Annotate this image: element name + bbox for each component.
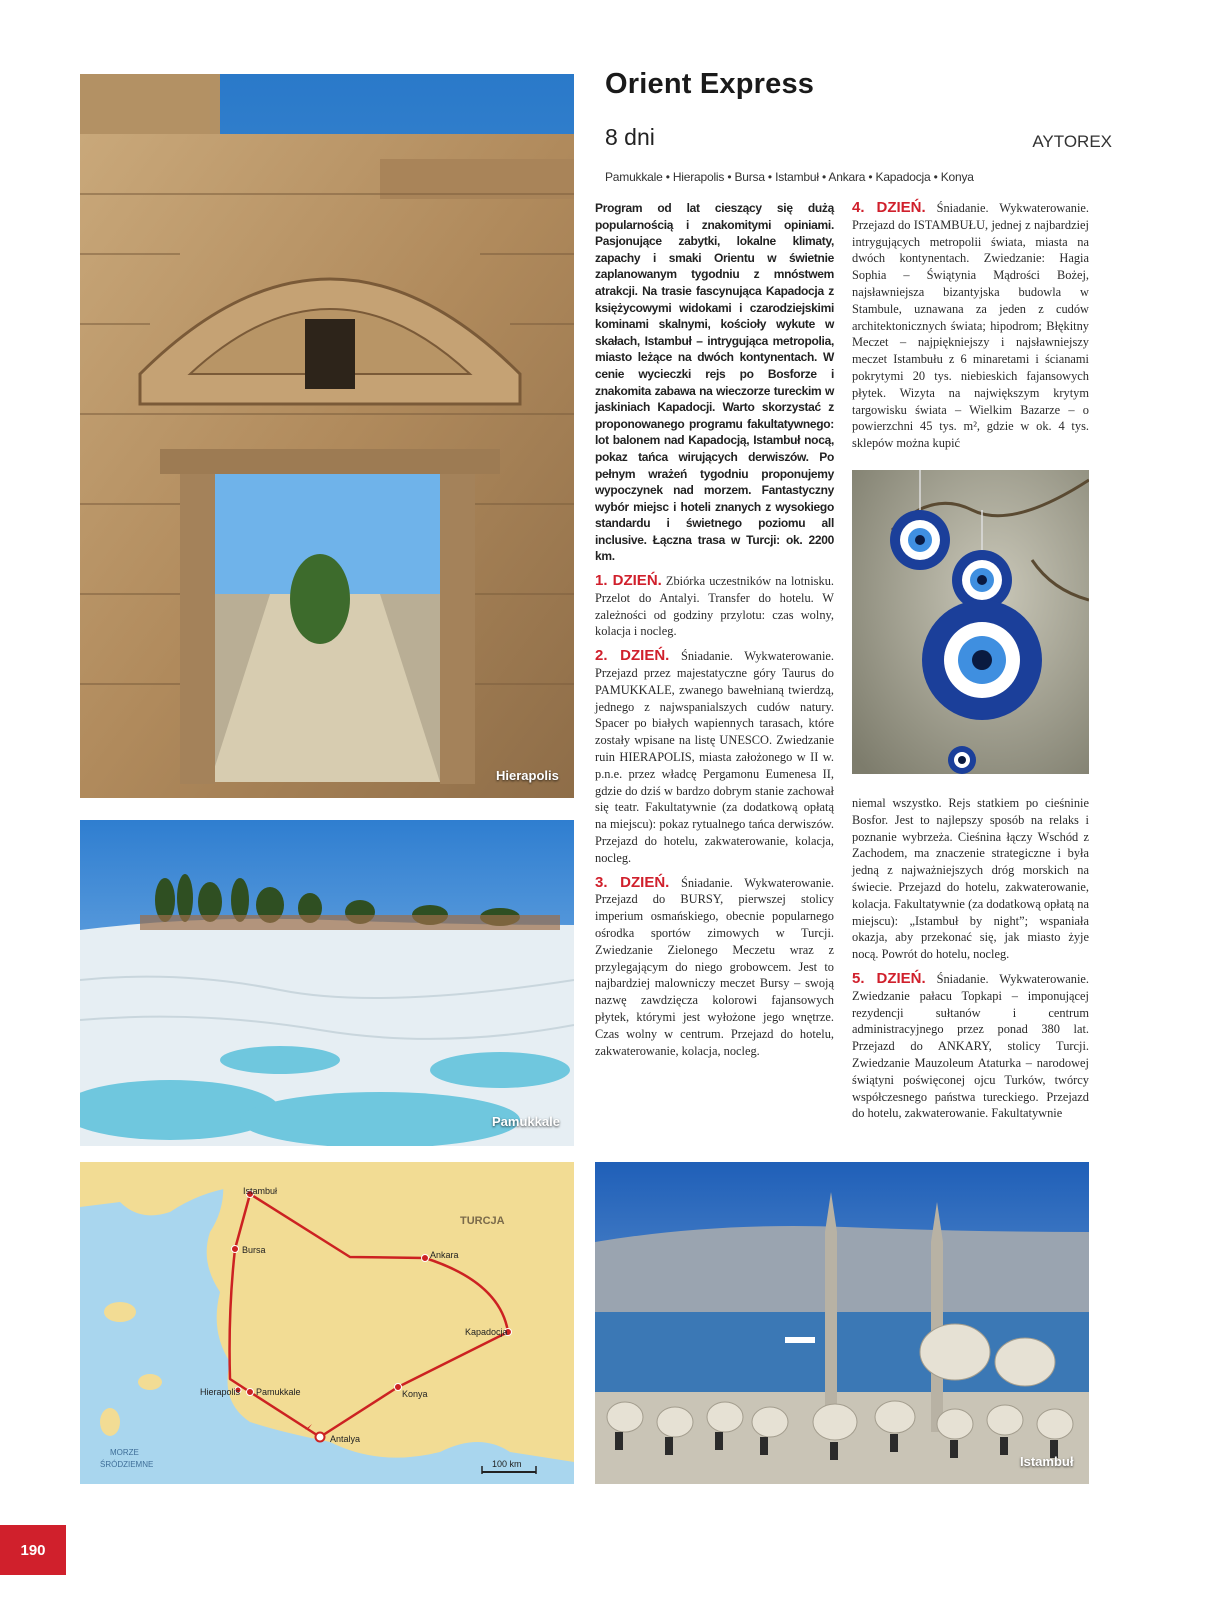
day-3-text: Śniadanie. Wykwaterowanie. Przejazd do BURSY, pierwszej stolicy imperium osmańskiego, obecnie popularnego ośrodka sportów zimowych w Turcji. Zwiedzanie Zielonego Meczetu wraz z przylegającym do niego grobowcem. Jest to najbardziej malowniczy meczet Bursy – swoją nazwę zawdzięcza kolorowi fajansowych płytek, którymi jest wyłożone jego wnętrze. Czas wolny w centrum. Przejazd do hotelu, zakwaterowanie, kolacja, nocleg. — [595, 875, 834, 1058]
map-label-istambul: Istambuł — [243, 1186, 278, 1196]
hierapolis-photo — [80, 74, 574, 798]
day-3 — [595, 875, 834, 1060]
pamukkale-photo — [80, 820, 574, 1146]
day-3-heading: 3. DZIEŃ. — [595, 873, 670, 891]
trip-duration: 8 dni — [605, 124, 655, 150]
route-summary: Pamukkale • Hierapolis • Bursa • Istambuł • Ankara • Kapadocja • Konya — [605, 170, 974, 184]
page-title: Orient Express — [605, 68, 815, 100]
map-marker-ankara — [422, 1255, 429, 1262]
map-marker-antalya — [316, 1433, 325, 1442]
day-1-text: Zbiórka uczestników na lotnisku. Przelot do Antalyi. Transfer do hotelu. W zależności od godziny przylotu: czas wolny, kolacja i nocleg. — [595, 574, 834, 639]
page-number: 190 — [0, 1525, 66, 1575]
day-1-heading: 1. DZIEŃ. — [595, 572, 662, 590]
intro-paragraph: Program od lat cieszący się dużą popularnością i znakomitymi opiniami. Pasjonujące zabytki, lokalne klimaty, zapachy i smaki Orientu w świetnie zaplanowanym tygodniu z mnóstwem atrakcji. Na trasie fascynująca Kapadocja z księżycowymi widokami i czarodziejskimi kominami skalnymi, kościoły wykute w skałach, Istambuł – intrygująca metropolia, miasto leżące na dwóch kontynentach. W cenie wycieczki rejs po Bosforze i znakomita zabawa na wieczorze tureckim w jaskiniach Kapadocji. Warto skorzystać z proponowanego programu fakultatywnego: lot balonem nad Kapadocją, Istambuł nocą, pokaz tańca wirujących derwiszów. Po pełnym wrażeń tygodniu proponujemy wypoczynek nad morzem. Fantastyczny wybór miejsc i hoteli znanych z wysokiego standardu i świetnego poziomu all inclusive. Łączna trasa w Turcji: ok. 2200 km. — [595, 201, 834, 564]
day-2 — [595, 648, 834, 866]
day-4 — [852, 200, 1089, 452]
map-label-pamukkale: Pamukkale — [256, 1387, 301, 1397]
map-label-bursa: Bursa — [242, 1245, 266, 1255]
map-label-konya: Konya — [402, 1389, 428, 1399]
text-column-right-top — [852, 200, 1089, 460]
map-sea-label-1: MORZE — [110, 1448, 139, 1457]
text-column-left — [595, 200, 834, 1067]
pamukkale-caption: Pamukkale — [492, 1114, 560, 1129]
day-2-text: Śniadanie. Wykwaterowanie. Przejazd przez majestatyczne góry Taurus do PAMUKKALE, zwanego bawełnianą twierdzą, jednego z najwspanialszych cudów natury. Spacer po białych wapiennych tarasach, które zostały wpisane na listę UNESCO. Zwiedzanie ruin HIERAPOLIS, miasta założonego w II w. p.n.e. przez władcę Pergamonu Eumenesa II, gdzie do dziś w bardzo dobrym stanie zachował się teatr. Fakultatywnie (za dodatkową opłatą na miejscu): pokaz rytualnego tańca derwiszów. Przejazd do hotelu, zakwaterowanie, kolacja, nocleg. — [595, 649, 834, 865]
map-label-hierapolis: Hierapolis — [200, 1387, 241, 1397]
text-column-right-bottom — [852, 795, 1089, 1130]
day-5-heading: 5. DZIEŃ. — [852, 969, 926, 987]
map-label-antalya: Antalya — [330, 1434, 361, 1444]
day-5-text: Śniadanie. Wykwaterowanie. Zwiedzanie pałacu Topkapi – imponującej rezydencji sułtanów i centrum administracyjnego przez ponad 380 lat. Przejazd do ANKARY, stolicy Turcji. Zwiedzanie Mauzoleum Ataturka – narodowej świątyni poświęconej ojcu Turków, twórcy współczesnego państwa tureckiego. Przejazd do hotelu, zakwaterowanie. Fakultatywnie — [852, 971, 1089, 1121]
nazar-amulet-photo — [852, 470, 1089, 774]
istambul-photo — [595, 1162, 1089, 1484]
map-marker-bursa — [232, 1246, 239, 1253]
map-scale-label: 100 km — [492, 1459, 522, 1469]
hierapolis-caption: Hierapolis — [496, 768, 559, 783]
day-2-heading: 2. DZIEŃ. — [595, 647, 670, 665]
map-label-kapadocja: Kapadocja — [465, 1327, 508, 1337]
route-map — [80, 1162, 574, 1484]
map-sea-label-2: ŚRÓDZIEMNE — [100, 1460, 154, 1469]
map-marker-konya — [395, 1384, 402, 1391]
day-4-heading: 4. DZIEŃ. — [852, 199, 926, 216]
map-country-label: TURCJA — [460, 1215, 505, 1227]
day-5 — [852, 971, 1089, 1122]
day-4-text: Śniadanie. Wykwaterowanie. Przejazd do ISTAMBUŁU, jednej z najbardziej intrygujących metropolii świata, miasta na dwóch kontynentach. Zwiedzanie: Hagia Sophia – Świątynia Mądrości Bożej, najsławniejsza bizantyjska budowla w Stambule, uznawana za jeden z cudów architektonicznych świata; hipodrom; Błękitny Meczet – najpiękniejszy i najsławniejszy meczet Istambułu z 6 minaretami i ścianami pokrytymi 20 tys. niebieskich fajansowych płytek. Wizyta na największym krytym targowisku świata – Wielkim Bazarze – o powierzchni 45 tys. m², gdzie w ok. 4 tys. sklepów można kupić — [852, 201, 1089, 451]
day-4-continued: niemal wszystko. Rejs statkiem po cieśninie Bosfor. Jest to najlepszy sposób na relaks i poznanie wybrzeża. Cieśnina łączy Wschód z Zachodem, ma znaczenie strategiczne i była jedną z najważniejszych dróg morskich na świecie. Przejazd do hotelu, zakwaterowanie, kolacja. Fakultatywnie (za dodatkową opłatą na miejscu): „Istambuł by night”; wspaniała okazja, aby przekonać się, jak miasto żyje nocą. Powrót do hotelu, nocleg. — [852, 796, 1089, 962]
map-marker-pamukkale — [247, 1389, 254, 1396]
day-1 — [595, 573, 834, 640]
istambul-caption: Istambuł — [1020, 1454, 1074, 1469]
map-label-ankara: Ankara — [430, 1250, 459, 1260]
tour-operator: AYTOREX — [1032, 132, 1112, 151]
